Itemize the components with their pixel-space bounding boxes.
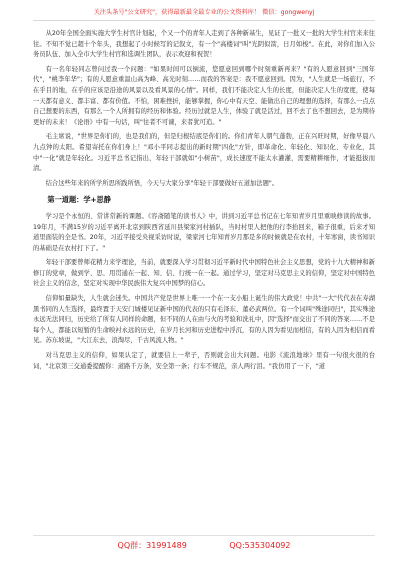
paragraph: 年轻干部要曾师花精力来学理论，当前，就要深入学习贯彻习近平新时代中国特色社会主义思想，党的十九大精神和新修订的党章，做到学、思、用贯通在一起、知、信、行统一在一起。通过学习，坚定对马克思主义的信仰，坚定对中国特色社会主义的信念，坚定对实现中华民族伟大复兴中国梦的信心。 [33, 259, 375, 288]
paragraph: 对马克思主义的信仰，如果认定了，就要信上一辈子，否则就会出大问题。电影《流浪地球》里有一句很火很的台词，"北京第三交通委提醒你：道路千万条，安全第一条；行车不规范，亲人两行泪。"我仿用了一下，"道 [33, 352, 375, 370]
paragraph: 从20年全国全面实施大学生村官计划起，个又一个的青年人走到了各种新基生，见证了一批又一批的大学生村官来来往往。不知不觉已超十个年头，我想起了小时候写的记叙文，有一个"高楼词"叫"光阴似箭，日月如梭"。在此，对你们加入公务员队伍、加入全市大学生村官和选调生团队，表示欢迎和祝贺！ [33, 30, 375, 59]
document-body [33, 29, 375, 372]
qq-label: QQ:535304092 [229, 541, 291, 550]
paragraph: 结合这些年来的所学所思所践所悟，今天与大家分享"年轻干部要做好五道加法题"。 [45, 179, 279, 187]
paragraph: 学习是个永恒的、常讲常新的课题。《容斋随笔的读书人》中，讲到习近平总书记在七年知青岁月里重映修读的故事。19年月，不满15岁的习近平离开北京到陕西省延川县梁家河村插队，当时村里人把他的行李抬回来，箱子很重，后来才知道里面装的全是书。20年，习近平接受央视采访时说，梁家河七年知青岁月那是多的时候就是在农村，十年寒窗，读书知识的基础是在农村打下了。" [33, 212, 375, 252]
paragraph: 有一名年轻同志曾问过我一个问题："如果时间可以倒流，您愿意回到哪个时刻重新再来？"有的人愿意回到"三国年代"，"桃李年华"；有的人愿意重温山高为峰、高光时刻……而我的答案是：我不愿意回到。因为，"人生就是一场旅行，不在乎目的地，在乎的应该是沿途的风景以及看风景的心情"。同样，我们不能决定人生的长度，但能决定人生的宽度，使每一天都有意义、都丰富、都有价值。不怕，困难挫折，能够掌握，你心中有天空、能做出自己的理想的选择，有那么一点点自己想要的东西，有那么一个人所拥有的经历和体验。经历过就是人生，体验了就是活过，回不去了也不想回去，是为期待更好的未来！《论语》中有一句话，叫"往者不可谏，来者犹可追。" [33, 65, 375, 126]
paragraph: 毛主席说，"世界是你们的，也是我们的，但是归根结底是你们的。你们青年人朝气蓬勃，正在兴旺时期，好像早晨八九点钟的太阳。希望寄托在你们身上！"邓小平同志提出的新时期"四化"方针，即革命化、年轻化、知识化、专业化，其中"一化"就是年轻化。习近平总书记指出，年轻干部就如"小树苗"，成长速度不能太水灌灌，需要精耕细作，才能挺拔而清。 [33, 133, 375, 173]
qq-group-label: QQ群：31991489 [117, 541, 187, 550]
header-banner: 关注头条号"公文研究"，获得最新最全最专业的公文资料库！ 微信：gongwenyj [33, 8, 375, 21]
section-title: 第一道题：学+思静 [47, 195, 111, 205]
paragraph: 信仰如量缺失，人生就会迷失。中国共产党是世界上唯一一个在一支小船上诞生的伟大政党！中共"一大"代代表在寿湖黑书同的人生选择，最终置于天安门城楼见证新中国的代表的只有毛泽东、董必武两位。有一个词叫"殊途同归"，其实殊途永远无法同归，历史给了所有人同样的命题，但不同的人在由与火的考验和洗礼中，因"选择"而交出了不同的答案……不是每个人，都能以短暂的生命映衬永远的历史，在岁月长河和历史进程中浮沉，有的人因为看见而相信，有的人因为相信而看见。苏东坡说，"大江东去，浪淘尽，千古风流人物。" [33, 295, 375, 345]
footer-contact [33, 535, 375, 552]
